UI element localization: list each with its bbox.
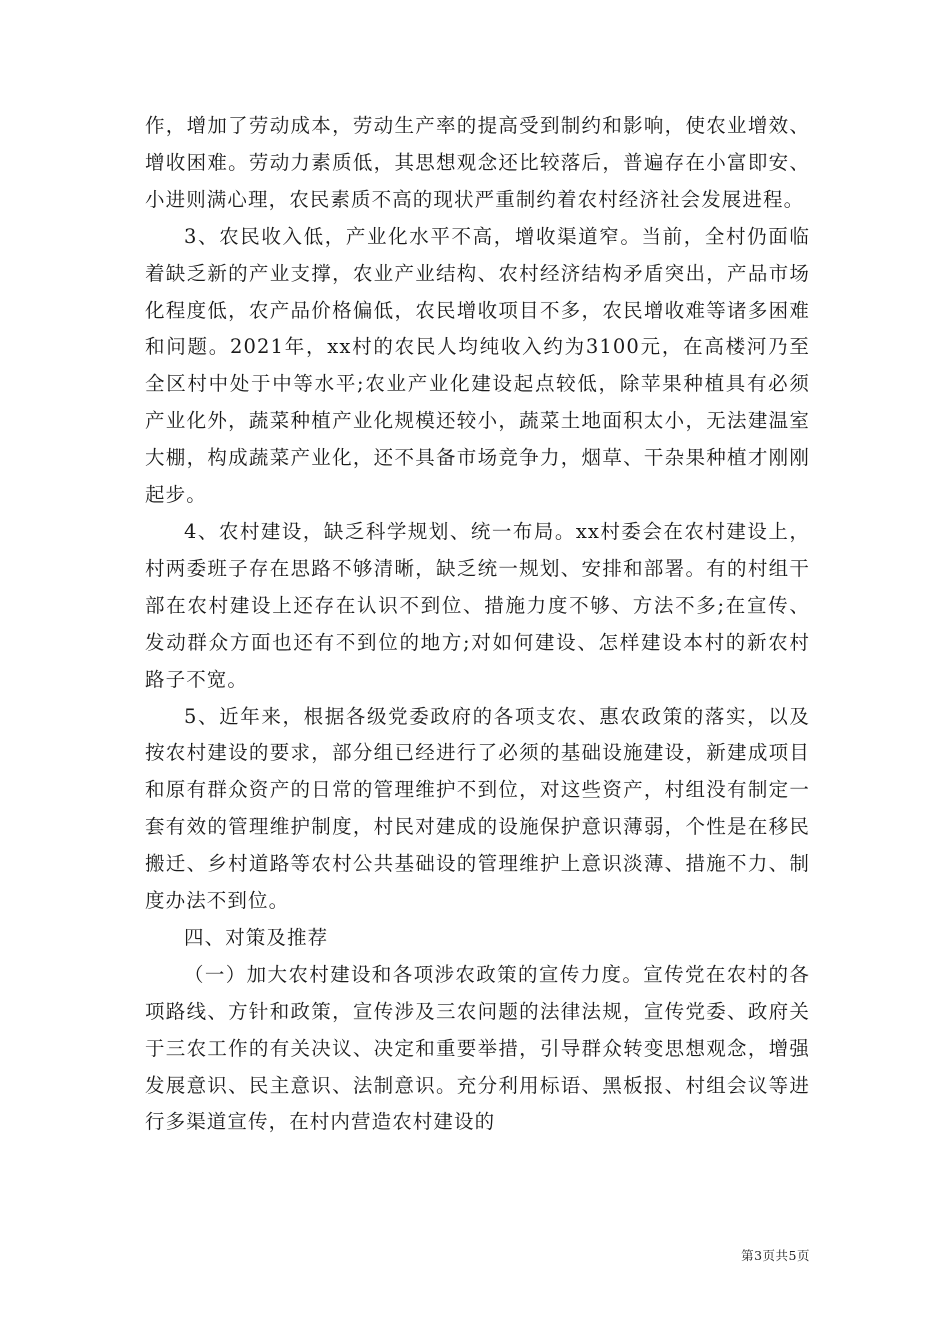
paragraph-item-5: 5、近年来，根据各级党委政府的各项支农、惠农政策的落实，以及按农村建设的要求，部分组已经进行了必须的基础设施建设，新建成项目和原有群众资产的日常的管理维护不到位，对这些资产，村组没有制定一套有效的管理维护制度，村民对建成的设施保护意识薄弱，个性是在移民搬迁、乡村道路等农村公共基础设的管理维护上意识淡薄、措施不力、制度办法不到位。 [145,704,810,913]
paragraph-item-4: 4、农村建设，缺乏科学规划、统一布局。xx村委会在农村建设上，村两委班子存在思路不够清晰，缺乏统一规划、安排和部署。有的村组干部在农村建设上还存在认识不到位、措施力度不够、方法不多;在宣传、发动群众方面也还有不到位的地方;对如何建设、怎样建设本村的新农村路子不宽。 [145,519,810,691]
section-heading: 四、对策及推荐 [184,925,329,949]
document-body [145,108,810,1141]
paragraph-measure-1: （一）加大农村建设和各项涉农政策的宣传力度。宣传党在农村的各项路线、方针和政策，宣传涉及三农问题的法律法规，宣传党委、政府关于三农工作的有关决议、决定和重要举措，引导群众转变思想观念，增强发展意识、民主意识、法制意识。充分利用标语、黑板报、村组会议等进行多渠道宣传，在村内营造农村建设的 [145,962,810,1134]
page-number: 第3页共5页 [741,1248,810,1263]
paragraph-continuation: 作，增加了劳动成本，劳动生产率的提高受到制约和影响，使农业增效、增收困难。劳动力素质低，其思想观念还比较落后，普遍存在小富即安、小进则满心理，农民素质不高的现状严重制约着农村经济社会发展进程。 [145,114,810,211]
paragraph-item-3: 3、农民收入低，产业化水平不高，增收渠道窄。当前，全村仍面临着缺乏新的产业支撑，农业产业结构、农村经济结构矛盾突出，产品市场化程度低，农产品价格偏低，农民增收项目不多，农民增收难等诸多困难和问题。2021年，xx村的农民人均纯收入约为3100元，在高楼河乃至全区村中处于中等水平;农业产业化建设起点较低，除苹果种植具有必须产业化外，蔬菜种植产业化规模还较小，蔬菜土地面积太小，无法建温室大棚，构成蔬菜产业化，还不具备市场竞争力，烟草、干杂果种植才刚刚起步。 [145,224,810,507]
